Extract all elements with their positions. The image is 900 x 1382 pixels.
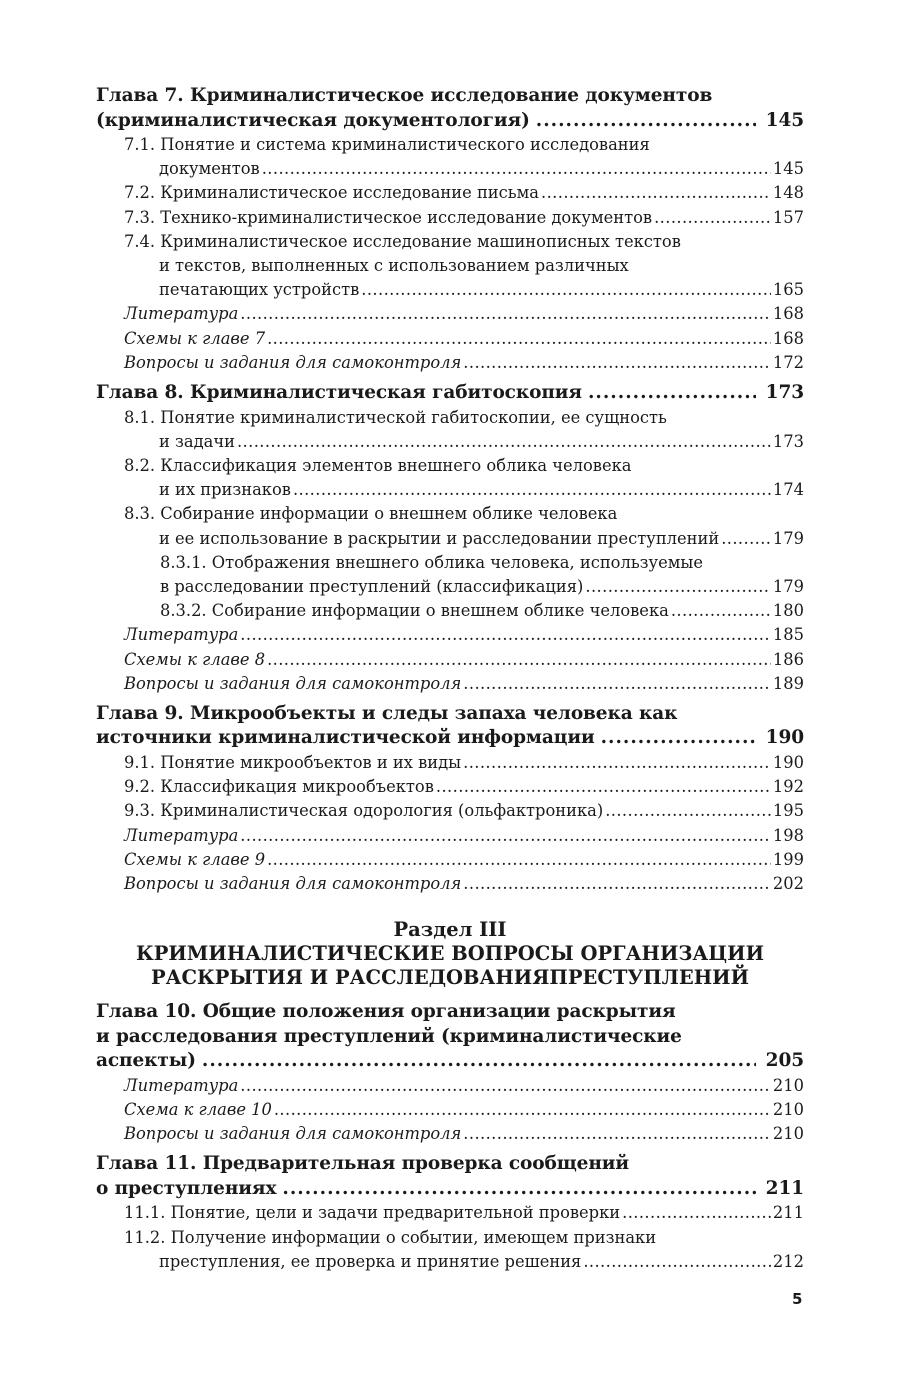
page-number: 189 [772, 673, 804, 693]
toc-entry: 8.2. Классификация элементов внешнего облика человека и их признаков ..... 174 [96, 454, 804, 502]
toc-entry-literature: Литература ..... 198 [96, 824, 804, 848]
chapter-title [96, 84, 804, 133]
toc-subentry: 8.3.1. Отображения внешнего облика человека, используемые в расследовании преступлений (классификация) ..... 179 [96, 551, 804, 599]
page-number: 173 [772, 431, 804, 451]
chapter-title [96, 1000, 804, 1074]
chapter-title-line: о преступлениях [96, 1177, 277, 1199]
page-number: 179 [772, 576, 804, 596]
toc-entry: 9.1. Понятие микрообъектов и их виды ..... 190 [96, 751, 804, 775]
page-number: 190 [765, 727, 804, 749]
page-number: 211 [772, 1203, 804, 1223]
chapter-title-line: источники криминалистической информации [96, 727, 595, 749]
chapter-title-line: Глава 7. Криминалистическое исследование документов [96, 85, 713, 106]
toc-entry: 9.3. Криминалистическая одорология (ольфактроника) ..... 195 [96, 799, 804, 823]
toc-entry: 11.1. Понятие, цели и задачи предварительной проверки ..... 211 [96, 1201, 804, 1225]
table-of-contents [96, 84, 804, 1274]
toc-entry-questions: Вопросы и задания для самоконтроля ..... 210 [96, 1122, 804, 1146]
chapter-8 [96, 381, 804, 696]
toc-entry: 7.1. Понятие и система криминалистического исследования документов ..... 145 [96, 133, 804, 181]
page-number: 148 [772, 183, 804, 203]
toc-entry: 7.3. Технико-криминалистическое исследование документов ..... 157 [96, 206, 804, 230]
chapter-title-line: (криминалистическая документология) [96, 109, 530, 131]
page-number: 190 [772, 752, 804, 772]
page-number: 180 [772, 601, 804, 621]
toc-subentry: 8.3.2. Собирание информации о внешнем облике человека ..... 180 [96, 599, 804, 623]
chapter-title [96, 381, 804, 406]
toc-entry: 7.4. Криминалистическое исследование машинописных текстов и текстов, выполненных с использованием различных печатающих устройств ..... 165 [96, 230, 804, 303]
page-number: 199 [772, 849, 804, 869]
toc-entry-questions: Вопросы и задания для самоконтроля ..... 189 [96, 672, 804, 696]
toc-entry-questions: Вопросы и задания для самоконтроля ..... 172 [96, 351, 804, 375]
toc-entry-literature: Литература ..... 210 [96, 1074, 804, 1098]
chapter-title-line: Глава 9. Микрообъекты и следы запаха человека как [96, 702, 678, 724]
toc-entry: 8.3. Собирание информации о внешнем облике человека и ее использование в раскрытии и расследовании преступлений ..... 179 [96, 502, 804, 550]
page-number: 145 [772, 159, 804, 179]
page-number: 174 [772, 480, 804, 500]
chapter-title [96, 702, 804, 751]
page-number: 192 [772, 777, 804, 797]
chapter-title-line: Глава 8. Криминалистическая габитоскопия [96, 382, 582, 404]
toc-entry-literature: Литература ..... 168 [96, 302, 804, 326]
page-number: 198 [772, 825, 804, 845]
chapter-11 [96, 1152, 804, 1274]
toc-entry-schemes: Схемы к главе 9 ..... 199 [96, 848, 804, 872]
page-number: 210 [772, 1099, 804, 1119]
page-number: 210 [772, 1075, 804, 1095]
page-number: 195 [772, 801, 804, 821]
page-number: 173 [765, 382, 804, 404]
page-number: 205 [765, 1050, 804, 1072]
toc-entry: 9.2. Классификация микрообъектов ..... 192 [96, 775, 804, 799]
toc-entry-schemes: Схемы к главе 8 ..... 186 [96, 648, 804, 672]
page-number: 145 [765, 109, 804, 131]
toc-entry: 7.2. Криминалистическое исследование письма ..... 148 [96, 181, 804, 205]
page-number: 186 [772, 649, 804, 669]
toc-entry-questions: Вопросы и задания для самоконтроля ..... 202 [96, 872, 804, 896]
chapter-10 [96, 1000, 804, 1146]
chapter-title [96, 1152, 804, 1201]
chapter-title-line: Глава 11. Предварительная проверка сообщений [96, 1153, 630, 1175]
page-number: 211 [765, 1177, 804, 1199]
page-number: 212 [772, 1251, 804, 1271]
page-footer-number: 5 [792, 1290, 803, 1308]
page-number: 202 [772, 873, 804, 893]
page-number: 210 [772, 1124, 804, 1144]
chapter-9 [96, 702, 804, 896]
page-number: 172 [772, 352, 804, 372]
page-number: 157 [772, 207, 804, 227]
page-number: 168 [772, 304, 804, 324]
toc-entry-schemes: Схемы к главе 7 ..... 168 [96, 327, 804, 351]
toc-entry: 11.2. Получение информации о событии, имеющем признаки преступления, ее проверка и принятие решения ..... 212 [96, 1226, 804, 1274]
page-number: 185 [772, 625, 804, 645]
chapter-7 [96, 84, 804, 375]
toc-entry-literature: Литература ..... 185 [96, 623, 804, 647]
page-number: 179 [772, 528, 804, 548]
chapter-title-line: и расследования преступлений (криминалистические [96, 1025, 682, 1047]
chapter-title-line: аспекты) [96, 1050, 196, 1072]
toc-entry-schemes: Схема к главе 10 ..... 210 [96, 1098, 804, 1122]
page-number: 165 [772, 280, 804, 300]
page-number: 168 [772, 328, 804, 348]
chapter-title-line: Глава 10. Общие положения организации раскрытия [96, 1001, 676, 1023]
toc-entry: 8.1. Понятие криминалистической габитоскопии, ее сущность и задачи ..... 173 [96, 406, 804, 454]
section-heading: Раздел III КРИМИНАЛИСТИЧЕСКИЕ ВОПРОСЫ ОРГАНИЗАЦИИ РАСКРЫТИЯ И РАССЛЕДОВАНИЯПРЕСТУПЛЕНИЙ [135, 918, 765, 990]
